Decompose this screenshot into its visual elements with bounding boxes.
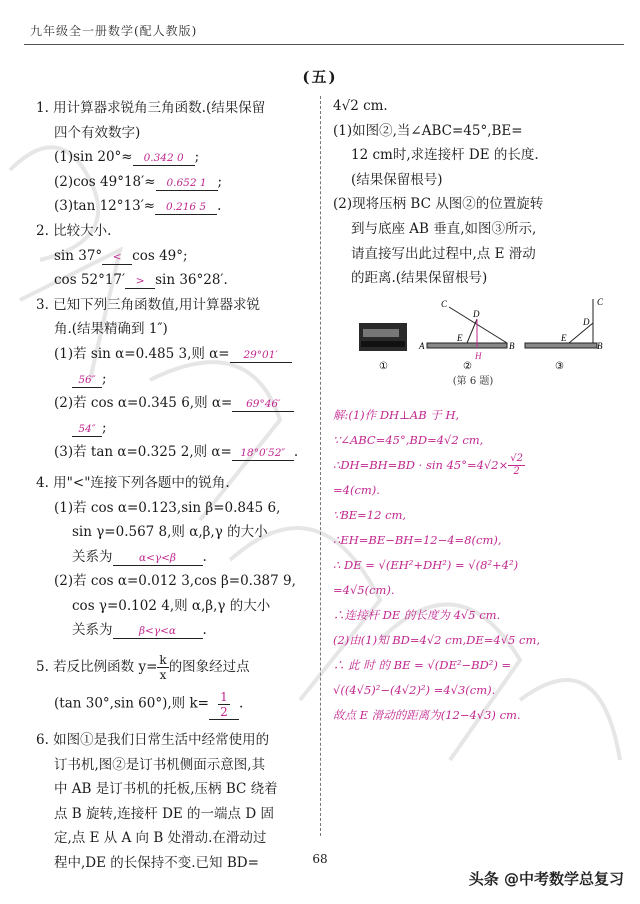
q1-part-a-answer: 0.342 0 bbox=[133, 151, 195, 166]
q1-part-a-text: (1)sin 20°≈ bbox=[54, 149, 133, 166]
q4-part-b-prompt: 关系为 bbox=[72, 622, 113, 639]
q4-part-b-answer: β<γ<α bbox=[113, 624, 203, 639]
solution-line-7: ∴ DE = √(EH²+DH²) = √(8²+4²) bbox=[333, 558, 519, 573]
page-header: 九年级全一册数学(配人教版) bbox=[30, 24, 198, 38]
q1-stem-cont: 四个有效数字) bbox=[54, 124, 141, 141]
q1-part-a: (1)sin 20°≈ 0.342 0 ; bbox=[54, 149, 200, 166]
q6-given-cont: 4√2 cm. bbox=[333, 98, 388, 114]
header-rule bbox=[24, 44, 624, 45]
solution-line-8: =4√5(cm). bbox=[333, 583, 395, 598]
fig-label-1: ① bbox=[379, 360, 388, 372]
q2-part-a bbox=[36, 244, 306, 269]
figure-caption: (第 6 题) bbox=[452, 375, 494, 387]
solution-line-12: √((4√5)²−(4√2)²) =4√3(cm). bbox=[333, 683, 496, 698]
solution-line-1: 解:(1)作 DH⊥AB 于 H, bbox=[333, 407, 460, 422]
q6-stem-l5: 定,点 E 从 A 向 B 处滑动.在滑动过 bbox=[54, 830, 267, 847]
q1-part-b-answer: 0.652 1 bbox=[156, 176, 218, 191]
solution-line-3-frac-den: 2 bbox=[513, 466, 520, 478]
q2-part-a-answer: < bbox=[102, 250, 132, 265]
q5-stem bbox=[36, 653, 306, 682]
q6-figure-svg bbox=[333, 297, 613, 375]
q5-stem-cont: (tan 30°,sin 60°),则 k= $\frac{1}{2}$ . bbox=[54, 690, 244, 720]
q3-stem-cont: 角.(结果精确到 1″) bbox=[54, 321, 168, 338]
q6-stem-l6: 程中,DE 的长保持不变.已知 BD= bbox=[54, 855, 259, 872]
solution-line-11: ∴ 此 时 的 BE = √(DE²−BD²) = bbox=[333, 658, 512, 673]
q1-part-c: (3)tan 12°13′≈ 0.216 5 . bbox=[54, 198, 222, 215]
left-column bbox=[36, 96, 306, 876]
q3-part-b-answer-cont: 54″ bbox=[72, 422, 102, 437]
fig2-point-c: C bbox=[441, 298, 448, 309]
fig2-point-e: E bbox=[457, 332, 463, 343]
solution-line-9: ∴连接杆 DE 的长度为 4√5 cm. bbox=[333, 608, 501, 623]
stapler-photo bbox=[359, 323, 407, 351]
solution-line-3-frac-num: √2 bbox=[510, 453, 523, 465]
q2-part-b-answer: > bbox=[125, 274, 155, 289]
q3-part-a-answer-cont: 56″ bbox=[72, 373, 102, 388]
q2-part-b-right: sin 36°28′. bbox=[155, 272, 228, 289]
solution-line-3-text: ∴DH=BH=BD · sin 45°=4√2× bbox=[333, 457, 509, 472]
q2-part-a-right: cos 49°; bbox=[132, 247, 188, 264]
q5-fraction bbox=[157, 653, 168, 682]
q3-part-c-text: (3)若 tan α=0.325 2,则 α= bbox=[54, 444, 232, 461]
solution-line-4: =4(cm). bbox=[333, 483, 380, 498]
q6-stem-l4: 点 B 旋转,连接杆 DE 的一端点 D 固 bbox=[54, 805, 274, 822]
solution-line-10: (2)由(1)知 BD=4√2 cm,DE=4√5 cm, bbox=[333, 633, 541, 648]
q5-answer bbox=[209, 690, 239, 720]
column-divider bbox=[320, 96, 321, 836]
q1-part-c-text: (3)tan 12°13′≈ bbox=[54, 198, 156, 215]
fig-label-2: ② bbox=[463, 360, 472, 372]
fig3-point-e: E bbox=[561, 332, 567, 343]
solution-block bbox=[333, 403, 613, 729]
q6-stem-l2: 订书机,图②是订书机侧面示意图,其 bbox=[54, 756, 266, 773]
q6-stem-l3: 中 AB 是订书机的托板,压柄 BC 绕着 bbox=[54, 781, 278, 798]
page-number: 68 bbox=[312, 852, 328, 866]
q3-part-b-answer: 69°46′ bbox=[232, 397, 294, 412]
q3-part-b bbox=[36, 391, 306, 416]
q6-stem-l1: 6. 如图①是我们日常生活中经常使用的 bbox=[36, 732, 270, 749]
q3-part-b-text: (2)若 cos α=0.345 6,则 α= bbox=[54, 395, 233, 412]
q6-part2-l3: 请直接写出此过程中,点 E 滑动 bbox=[351, 245, 536, 262]
q3-part-a-cont: 56″ ; bbox=[36, 367, 306, 392]
section-title: (五) bbox=[302, 68, 338, 86]
right-column bbox=[333, 94, 613, 728]
q5-fraction-num: k bbox=[159, 653, 167, 668]
q6-part2-l1: (2)现将压柄 BC 从图②的位置旋转 bbox=[333, 196, 544, 213]
fig3-point-d: D bbox=[583, 316, 590, 327]
q3-part-c-answer: 18°0′52″ bbox=[232, 446, 294, 461]
q6-part2-l2: 到与底座 AB 垂直,如图③所示, bbox=[351, 220, 537, 237]
q3-part-c: (3)若 tan α=0.325 2,则 α= 18°0′52″ . bbox=[54, 444, 299, 461]
q4-part-b-l2: cos γ=0.102 4,则 α,β,γ 的大小 bbox=[72, 597, 271, 614]
q4-part-a-l3: 关系为 α<γ<β . bbox=[72, 548, 207, 565]
solution-line-6: ∴EH=BE−BH=12−4=8(cm), bbox=[333, 533, 502, 548]
fig3-point-b: B bbox=[597, 340, 603, 351]
solution-line-13: 故点 E 滑动的距离为(12−4√3) cm. bbox=[333, 708, 521, 723]
fig2-point-h: H bbox=[475, 350, 482, 361]
q6-figure bbox=[333, 297, 613, 375]
q1-part-c-answer: 0.216 5 bbox=[155, 200, 217, 215]
solution-line-5: ∵BE=12 cm, bbox=[333, 508, 407, 523]
q1-part-b-text: (2)cos 49°18′≈ bbox=[54, 173, 156, 190]
q3-part-a bbox=[36, 342, 306, 367]
q2-part-b-left: cos 52°17′ bbox=[54, 272, 126, 289]
q5-stem-cont-text: (tan 30°,sin 60°),则 k= bbox=[54, 695, 209, 712]
q5-answer-den: 2 bbox=[220, 705, 228, 720]
q2-stem: 2. 比较大小. bbox=[36, 222, 112, 239]
fig2-point-d: D bbox=[473, 308, 480, 319]
q5-stem-post: 的图象经过点 bbox=[168, 659, 250, 676]
q3-part-a-answer: 29°01′ bbox=[230, 348, 292, 363]
solution-line-3 bbox=[333, 453, 613, 479]
q4-part-a-prompt: 关系为 bbox=[72, 548, 113, 565]
q3-part-b-cont: 54″ ; bbox=[36, 416, 306, 441]
q6-part1-l2: 12 cm时,求连接杆 DE 的长度. bbox=[351, 147, 539, 164]
fig2-point-b: B bbox=[509, 340, 515, 351]
q5-stem-pre: 5. 若反比例函数 y= bbox=[36, 659, 158, 676]
q4-part-b-l1: (2)若 cos α=0.012 3,cos β=0.387 9, bbox=[54, 573, 296, 590]
q6-part1-l3: (结果保留根号) bbox=[351, 171, 443, 188]
fig2-point-a: A bbox=[419, 340, 425, 351]
q6-part2-l4: 的距离.(结果保留根号) bbox=[351, 270, 488, 287]
q4-part-a-l1: (1)若 cos α=0.123,sin β=0.845 6, bbox=[54, 499, 281, 516]
q1-stem: 1. 用计算器求锐角三角函数.(结果保留 bbox=[36, 100, 266, 116]
solution-line-2: ∵∠ABC=45°,BD=4√2 cm, bbox=[333, 432, 484, 447]
q4-part-b-l3: 关系为 β<γ<α . bbox=[72, 622, 207, 639]
q2-part-b bbox=[36, 268, 306, 293]
q3-part-a-text: (1)若 sin α=0.485 3,则 α= bbox=[54, 345, 230, 362]
source-watermark: 头条 @中考数学总复习 bbox=[468, 870, 624, 888]
q4-stem: 4. 用"<"连接下列各题中的锐角. bbox=[36, 474, 230, 491]
q1-part-b: (2)cos 49°18′≈ 0.652 1 ; bbox=[54, 173, 223, 190]
q6-part1-l1: (1)如图②,当∠ABC=45°,BE= bbox=[333, 122, 523, 139]
q2-part-a-left: sin 37° bbox=[54, 247, 103, 264]
fig-label-3: ③ bbox=[555, 360, 564, 372]
q3-stem: 3. 已知下列三角函数值,用计算器求锐 bbox=[36, 296, 260, 313]
q4-part-a-answer: α<γ<β bbox=[113, 551, 203, 566]
q5-answer-num: 1 bbox=[220, 690, 228, 705]
diagram-fig2 bbox=[427, 307, 507, 348]
q5-fraction-den: x bbox=[159, 668, 167, 683]
q4-part-a-l2: sin γ=0.567 8,则 α,β,γ 的大小 bbox=[72, 524, 268, 541]
fig3-point-c: C bbox=[597, 296, 604, 307]
